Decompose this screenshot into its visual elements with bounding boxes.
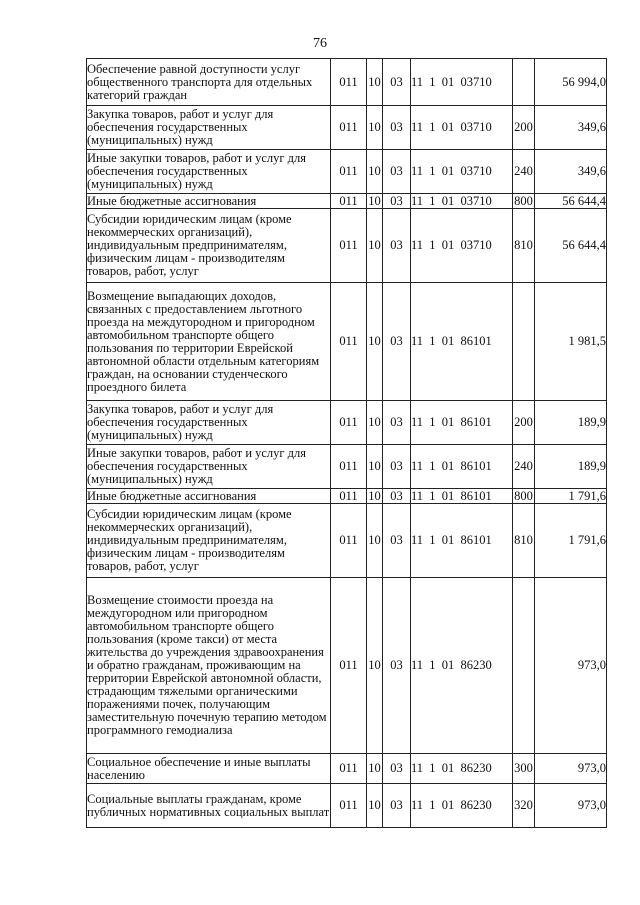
row-ved-code: 011: [331, 489, 367, 504]
row-expense-type-code: [513, 578, 535, 754]
row-ved-code: 011: [331, 283, 367, 401]
row-expense-type-code: 300: [513, 754, 535, 784]
row-name: Обеспечение равной доступности услуг общественного транспорта для отдельных категорий граждан: [87, 59, 331, 106]
row-name: Субсидии юридическим лицам (кроме некоммерческих организаций), индивидуальным предпринимателям, физическим лицам - производителям товаров, работ, услуг: [87, 209, 331, 283]
row-expense-type-code: 240: [513, 150, 535, 194]
row-name: Иные закупки товаров, работ и услуг для обеспечения государственных (муниципальных) нужд: [87, 445, 331, 489]
row-name: Социальное обеспечение и иные выплаты населению: [87, 754, 331, 784]
row-ved-code: 011: [331, 784, 367, 828]
table-row: [87, 401, 607, 445]
row-target-article-code: 11 1 01 03710: [411, 209, 513, 283]
row-expense-type-code: 240: [513, 445, 535, 489]
row-section-code: 10: [367, 445, 383, 489]
row-expense-type-code: 320: [513, 784, 535, 828]
row-sum: 973,0: [535, 754, 607, 784]
row-target-article-code: 11 1 01 86230: [411, 754, 513, 784]
row-section-code: 10: [367, 106, 383, 150]
row-subsection-code: 03: [383, 445, 411, 489]
row-subsection-code: 03: [383, 489, 411, 504]
row-sum: 1 791,6: [535, 504, 607, 578]
row-subsection-code: 03: [383, 106, 411, 150]
row-expense-type-code: 200: [513, 401, 535, 445]
row-sum: 56 644,4: [535, 209, 607, 283]
row-ved-code: 011: [331, 445, 367, 489]
row-sum: 189,9: [535, 445, 607, 489]
row-ved-code: 011: [331, 194, 367, 209]
row-name: Иные бюджетные ассигнования: [87, 489, 331, 504]
row-section-code: 10: [367, 784, 383, 828]
row-target-article-code: 11 1 01 86101: [411, 283, 513, 401]
table-row: [87, 754, 607, 784]
row-section-code: 10: [367, 283, 383, 401]
table-row: [87, 578, 607, 754]
table-row: [87, 283, 607, 401]
table-row: [87, 445, 607, 489]
row-ved-code: 011: [331, 59, 367, 106]
row-expense-type-code: 810: [513, 504, 535, 578]
row-section-code: 10: [367, 504, 383, 578]
row-section-code: 10: [367, 59, 383, 106]
row-target-article-code: 11 1 01 86101: [411, 504, 513, 578]
row-target-article-code: 11 1 01 03710: [411, 106, 513, 150]
row-subsection-code: 03: [383, 754, 411, 784]
row-subsection-code: 03: [383, 401, 411, 445]
row-ved-code: 011: [331, 209, 367, 283]
row-sum: 189,9: [535, 401, 607, 445]
row-sum: 56 994,0: [535, 59, 607, 106]
row-name: Возмещение стоимости проезда на междугородном или пригородном автомобильном транспорте общего пользования (кроме такси) от места жительства до учреждения здравоохранения и обратно гражданам, проживающим на территории Еврейской автономной области, страдающим тяжелыми органическими поражениями почек, получающим заместительную почечную терапию методом программного гемодиализа: [87, 578, 331, 754]
table-row: [87, 209, 607, 283]
row-target-article-code: 11 1 01 03710: [411, 59, 513, 106]
row-section-code: 10: [367, 754, 383, 784]
page-number: 76: [313, 36, 327, 51]
table-body: [87, 59, 607, 828]
row-ved-code: 011: [331, 106, 367, 150]
row-target-article-code: 11 1 01 86230: [411, 784, 513, 828]
row-sum: 349,6: [535, 150, 607, 194]
row-name: Иные бюджетные ассигнования: [87, 194, 331, 209]
row-target-article-code: 11 1 01 03710: [411, 194, 513, 209]
row-ved-code: 011: [331, 401, 367, 445]
row-subsection-code: 03: [383, 784, 411, 828]
row-section-code: 10: [368, 193, 381, 208]
row-ved-code: 011: [331, 754, 367, 784]
row-section-code: 10: [367, 401, 383, 445]
table-row: [87, 784, 607, 828]
row-ved-code: 011: [331, 150, 367, 194]
row-target-article-code: 11 1 01 86101: [411, 401, 513, 445]
row-section-code: 10: [367, 209, 383, 283]
row-section-code: 10: [368, 488, 381, 503]
row-name: Социальные выплаты гражданам, кроме публичных нормативных социальных выплат: [87, 784, 331, 828]
row-subsection-code: 03: [383, 504, 411, 578]
row-expense-type-code: [513, 59, 535, 106]
row-target-article-code: 11 1 01 86230: [411, 578, 513, 754]
row-target-article-code: 11 1 01 86101: [411, 445, 513, 489]
row-name: Иные закупки товаров, работ и услуг для обеспечения государственных (муниципальных) нужд: [87, 150, 331, 194]
row-subsection-code: 03: [383, 59, 411, 106]
row-name: Субсидии юридическим лицам (кроме некоммерческих организаций), индивидуальным предпринимателям, физическим лицам - производителям товаров, работ, услуг: [87, 504, 331, 578]
table-row: [87, 150, 607, 194]
table-row: [87, 489, 607, 504]
row-subsection-code: 03: [383, 209, 411, 283]
row-target-article-code: 11 1 01 03710: [411, 150, 513, 194]
row-name: Возмещение выпадающих доходов, связанных с предоставлением льготного проезда на междугородном и пригородном автомобильном транспорте общего пользования по территории Еврейской автономной области отдельным категориям граждан, на основании студенческого проездного билета: [87, 283, 331, 401]
row-subsection-code: 03: [383, 150, 411, 194]
row-ved-code: 011: [331, 578, 367, 754]
row-expense-type-code: 800: [514, 193, 533, 208]
table-row: [87, 504, 607, 578]
row-sum: 1 791,6: [535, 489, 607, 504]
budget-table: [86, 58, 607, 828]
row-sum: 349,6: [535, 106, 607, 150]
row-section-code: 10: [367, 150, 383, 194]
row-expense-type-code: 810: [513, 209, 535, 283]
row-section-code: 10: [367, 578, 383, 754]
row-name: Закупка товаров, работ и услуг для обеспечения государственных (муниципальных) нужд: [87, 106, 331, 150]
row-name: Закупка товаров, работ и услуг для обеспечения государственных (муниципальных) нужд: [87, 401, 331, 445]
table-row: [87, 106, 607, 150]
table-row: [87, 59, 607, 106]
row-expense-type-code: [513, 283, 535, 401]
row-sum: 1 981,5: [535, 283, 607, 401]
row-sum: 56 644,4: [535, 194, 607, 209]
row-subsection-code: 03: [383, 283, 411, 401]
row-subsection-code: 03: [383, 194, 411, 209]
row-expense-type-code: 200: [513, 106, 535, 150]
table-row: [87, 194, 607, 209]
row-subsection-code: 03: [383, 578, 411, 754]
row-expense-type-code: 800: [514, 488, 533, 503]
row-sum: 973,0: [535, 784, 607, 828]
row-target-article-code: 11 1 01 86101: [411, 489, 513, 504]
row-sum: 973,0: [535, 578, 607, 754]
row-ved-code: 011: [331, 504, 367, 578]
